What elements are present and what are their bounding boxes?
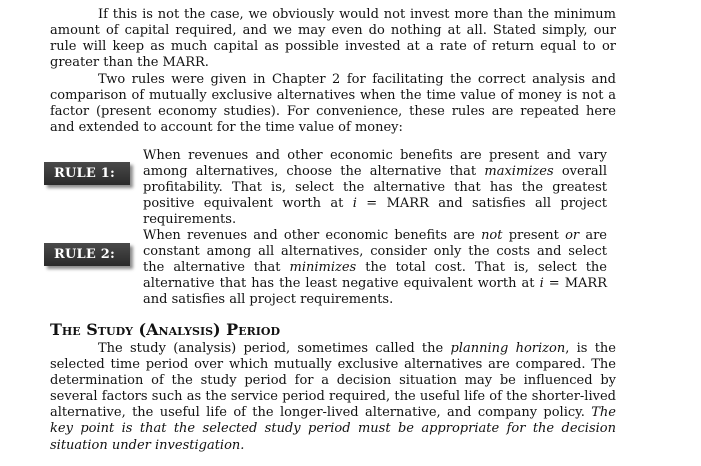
study-period-text-a: The study (analysis) period, sometimes called the	[98, 341, 451, 356]
rule-1-text-c: = MARR and satisfies all project requirements.	[143, 196, 607, 227]
rule-2-emphasis-or: or	[565, 228, 580, 243]
section-heading-study-period: The Study (Analysis) Period	[50, 320, 281, 339]
rule-1-text-b: overall profitability. That is, select the alternative that has the greatest positive equivalent worth at	[143, 164, 607, 211]
study-period-emphasis-planning-horizon: planning horizon	[450, 341, 566, 356]
paragraph-study-period	[50, 341, 616, 454]
rule-2-text-e: = MARR and satisfies all project requirements.	[143, 276, 607, 307]
rule-1-text-a: When revenues and other economic benefits are present and vary among alternatives, choose the alternative that	[143, 148, 607, 179]
rule-2-badge: RULE 2:	[44, 243, 130, 266]
rule-2-text-c: are constant among all alternatives, consider only the costs and select the alternative that	[143, 228, 607, 275]
rule-2-text-b: present	[502, 228, 566, 243]
rule-1-text	[143, 148, 607, 228]
rule-2-text	[143, 228, 607, 308]
rule-2-emphasis-i: i	[539, 276, 544, 291]
rule-1-badge: RULE 1:	[44, 162, 130, 185]
paragraph-two-rules: Two rules were given in Chapter 2 for facilitating the correct analysis and comparison of mutually exclusive alternatives when the time value of money is not a factor (present economy studies). For convenience, these rules are repeated here and extended to account for the time value of money:	[50, 72, 616, 136]
rule-2-emphasis-minimizes: minimizes	[289, 260, 357, 275]
rule-1-emphasis-i: i	[352, 196, 357, 211]
paragraph-capital-rule: If this is not the case, we obviously would not invest more than the minimum amount of capital required, and we may even do nothing at all. Stated simply, our rule will keep as much capital as possible invested at a rate of return equal to or greater than the MARR.	[50, 7, 616, 71]
rule-2-text-d: the total cost. That is, select the alternative that has the least negative equivalent worth at	[143, 260, 607, 291]
rule-1-emphasis-maximizes: maximizes	[484, 164, 554, 179]
study-period-key-point: The key point is that the selected study period must be appropriate for the decision situation under investigation.	[50, 405, 616, 453]
study-period-text-b: , is the selected time period over which mutually exclusive alternatives are compared. The determination of the study period for a decision situation may be influenced by several factors such as the service period required, the useful life of the shorter-lived alternative, the useful life of the longer-lived alternative, and company policy.	[50, 341, 616, 421]
rule-2-emphasis-not: not	[481, 228, 503, 243]
rule-2-text-a: When revenues and other economic benefits are	[143, 228, 482, 243]
